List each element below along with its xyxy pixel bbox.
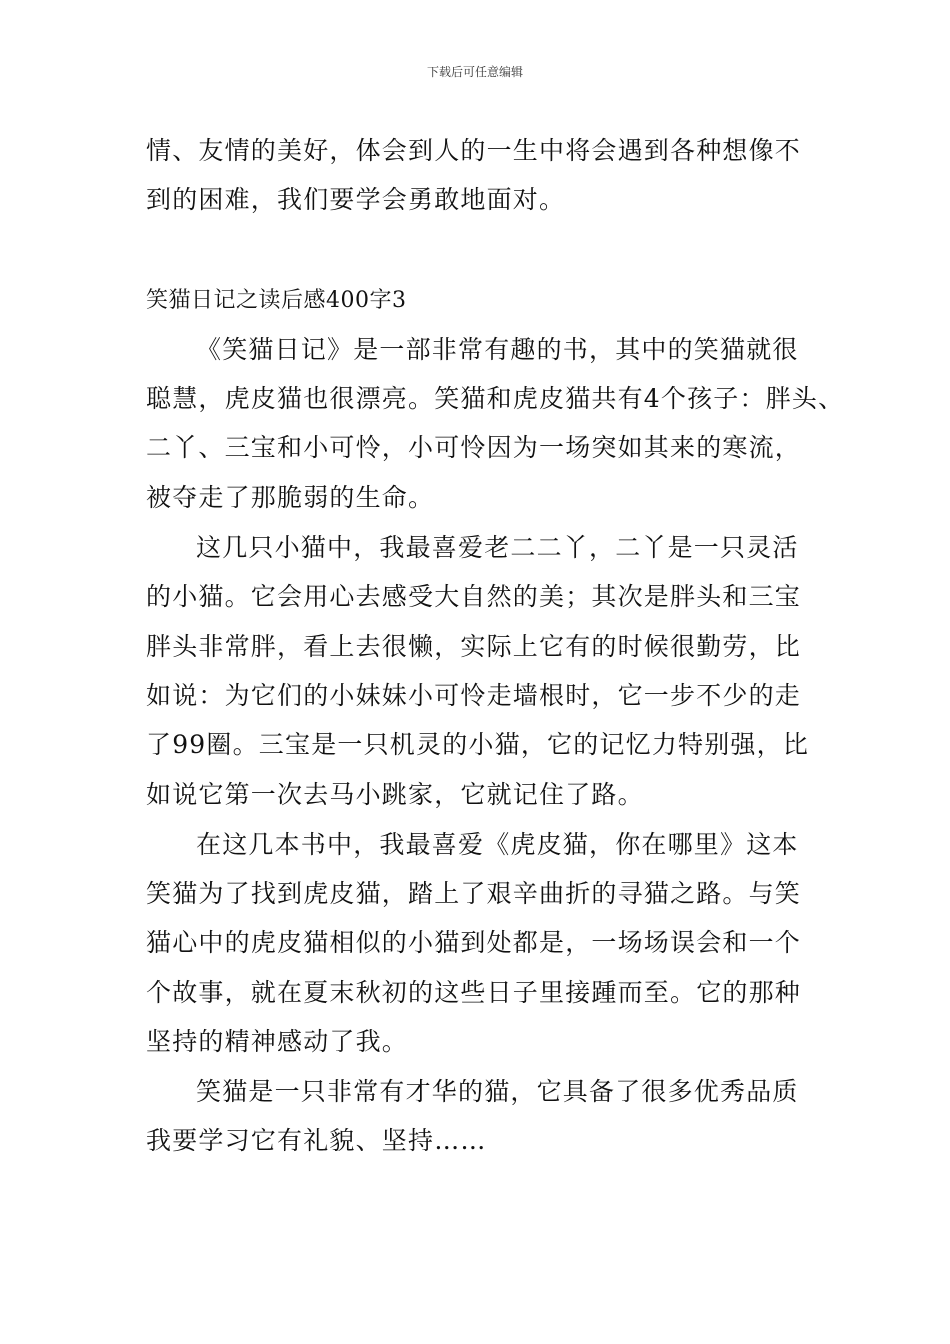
paragraph-line: 个故事，就在夏末秋初的这些日子里接踵而至。它的那种 [146,978,802,1007]
paragraph-line: 坚持的精神感动了我。 [146,1027,409,1056]
paragraph-line: 聪慧，虎皮猫也很漂亮。笑猫和虎皮猫共有4个孩子：胖头、 [146,384,845,413]
paragraph-line: 的小猫。它会用心去感受大自然的美；其次是胖头和三宝 [146,582,802,611]
paragraph-line: 胖头非常胖，看上去很懒，实际上它有的时候很勤劳，比 [146,632,802,661]
intro-line: 到的困难，我们要学会勇敢地面对。 [146,185,566,214]
paragraph-line: 《笑猫日记》是一部非常有趣的书，其中的笑猫就很 [196,335,799,364]
page-header: 下载后可任意编辑 [426,65,523,79]
paragraph-line: 笑猫为了找到虎皮猫，踏上了艰辛曲折的寻猫之路。与笑 [146,879,802,908]
paragraph-line: 如说它第一次去马小跳家，它就记住了路。 [146,780,644,809]
paragraph-line: 二丫、三宝和小可怜，小可怜因为一场突如其来的寒流， [146,433,802,462]
paragraph-line: 我要学习它有礼貌、坚持…… [146,1126,487,1155]
paragraph-line: 如说：为它们的小妹妹小可怜走墙根时，它一步不少的走 [146,681,802,710]
paragraph-line: 笑猫是一只非常有才华的猫，它具备了很多优秀品质 [196,1077,799,1106]
intro-line: 情、友情的美好，体会到人的一生中将会遇到各种想像不 [146,136,802,165]
paragraph-line: 了99圈。三宝是一只机灵的小猫，它的记忆力特别强，比 [146,730,810,759]
paragraph-line: 猫心中的虎皮猫相似的小猫到处都是，一场场误会和一个 [146,928,802,957]
section-title: 笑猫日记之读后感400字3 [146,288,407,313]
paragraph-line: 在这几本书中，我最喜爱《虎皮猫，你在哪里》这本 [196,830,799,859]
paragraph-line: 被夺走了那脆弱的生命。 [146,483,435,512]
paragraph-line: 这几只小猫中，我最喜爱老二二丫，二丫是一只灵活 [196,533,799,562]
